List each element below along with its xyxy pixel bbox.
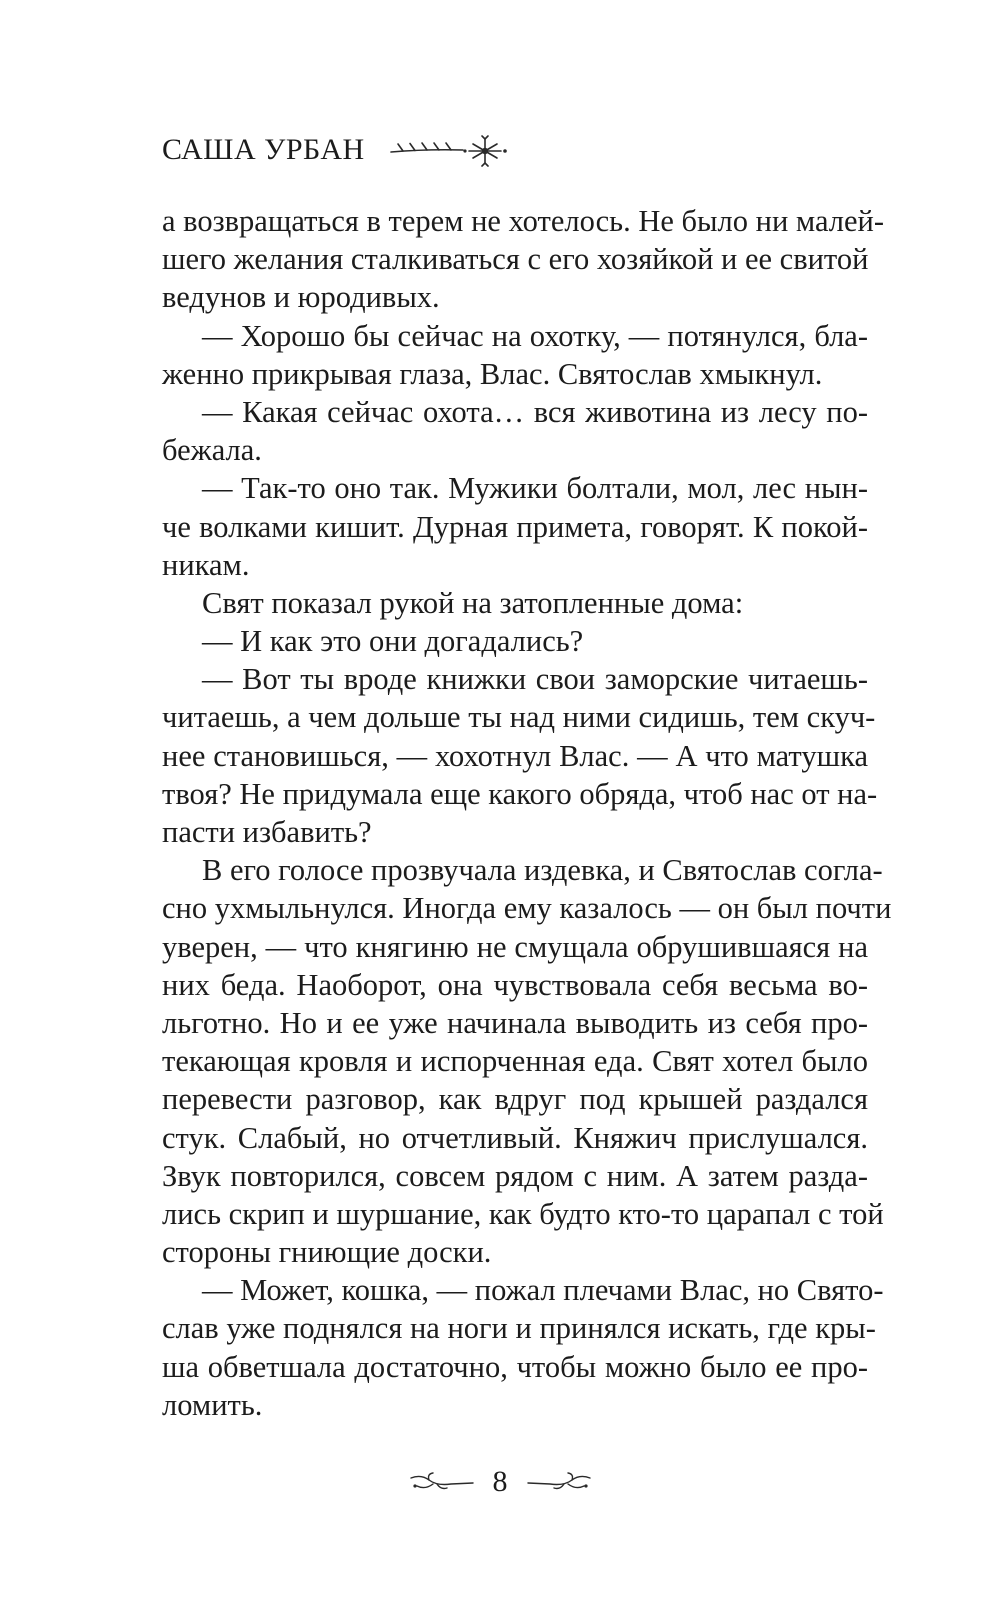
page-folio — [0, 1462, 1000, 1502]
text-line: женно прикрывая глаза, Влас. Святослав хмыкнул. — [162, 356, 823, 391]
text-line: текающая кровля и испорченная еда. Свят хотел было — [162, 1044, 868, 1079]
text-line: ша обветшала достаточно, чтобы можно было ее про- — [162, 1349, 868, 1384]
text-line: читаешь, а чем дольше ты над ними сидишь, тем скуч- — [162, 700, 876, 735]
text-line: них беда. Наоборот, она чувствовала себя весьма во- — [162, 967, 868, 1002]
author-name: САША УРБАН — [162, 133, 365, 166]
body-text — [162, 202, 892, 1424]
text-line: — Так-то оно так. Мужики болтали, мол, лес нын- — [202, 471, 868, 506]
text-line: бежала. — [162, 433, 262, 468]
text-line: — Хорошо бы сейчас на охотку, — потянулся, бла- — [202, 318, 868, 353]
page-number: 8 — [492, 1465, 508, 1498]
running-header — [162, 130, 517, 170]
text-line: пасти избавить? — [162, 815, 372, 849]
text-line: Звук повторился, совсем рядом с ним. А затем разда- — [162, 1158, 868, 1193]
text-line: — Какая сейчас охота… вся животина из лесу по- — [202, 394, 868, 429]
text-line: перевести разговор, как вдруг под крышей раздался — [162, 1082, 868, 1117]
text-line: льготно. Но и ее уже начинала выводить из себя про- — [162, 1005, 868, 1040]
text-line: В его голосе прозвучала издевка, и Святослав согла- — [202, 853, 883, 888]
text-line: шего желания сталкиваться с его хозяйкой и ее свитой — [162, 242, 869, 277]
text-line: стук. Слабый, но отчетливый. Княжич прислушался. — [162, 1120, 868, 1155]
sprig-snowflake-ornament-icon — [387, 133, 517, 167]
text-line: никам. — [162, 547, 250, 582]
text-line: стороны гниющие доски. — [162, 1235, 492, 1270]
text-line: а возвращаться в терем не хотелось. Не было ни малей- — [162, 204, 885, 238]
text-line: — Вот ты вроде книжки свои заморские читаешь- — [202, 662, 868, 697]
text-line: ведунов и юродивых. — [162, 280, 440, 315]
flourish-left-ornament-icon — [407, 1470, 479, 1494]
text-line: нее становишься, — хохотнул Влас. — А что матушка — [162, 738, 868, 773]
text-line: — Может, кошка, — пожал плечами Влас, но Свято- — [202, 1273, 884, 1308]
text-line: Свят показал рукой на затопленные дома: — [202, 585, 744, 620]
text-line: сно ухмыльнулся. Иногда ему казалось — он был почти — [162, 891, 892, 926]
text-line: твоя? Не придумала еще какого обряда, чтоб нас от на- — [162, 776, 878, 811]
text-line: — И как это они догадались? — [202, 624, 584, 659]
flourish-right-ornament-icon — [522, 1470, 594, 1494]
text-line: уверен, — что княгиню не смущала обрушившаяся на — [162, 929, 868, 964]
text-line: че волками кишит. Дурная примета, говорят. К покой- — [162, 509, 868, 544]
text-line: слав уже поднялся на ноги и принялся искать, где кры- — [162, 1311, 876, 1346]
text-line: ломить. — [162, 1387, 263, 1422]
text-line: лись скрип и шуршание, как будто кто-то царапал с той — [162, 1196, 884, 1231]
